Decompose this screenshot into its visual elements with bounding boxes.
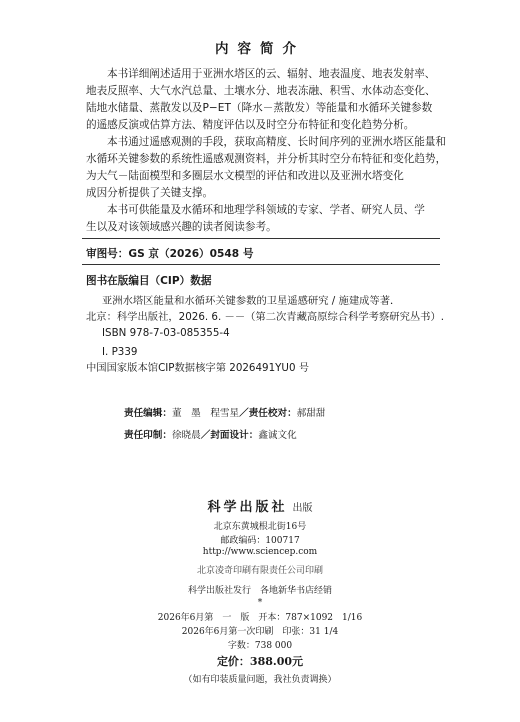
summary-paragraph-2 xyxy=(86,134,447,202)
divider-cip xyxy=(82,264,440,265)
summary-p2-line: 水循环关键参数的系统性遥感观测资料，并分析其时空分布特征和变化趋势， xyxy=(86,153,447,166)
distribution-line: 科学出版社发行 各地新华书店经销 xyxy=(187,586,332,596)
editor-label: 责任编辑： xyxy=(124,408,172,419)
publisher-address: 北京东黄城根北街16号 xyxy=(213,522,307,532)
proofreader-value: 郝甜甜 xyxy=(296,408,326,419)
publisher-suffix: 出版 xyxy=(292,503,313,514)
wordcount-line: 字数：738 000 xyxy=(227,641,293,651)
printing-manager-label: 责任印制： xyxy=(124,430,172,441)
summary-p3-line: 本书可供能量及水循环和地理学科领域的专家、学者、研究人员、学 xyxy=(107,204,425,216)
summary-p2-line: 本书通过遥感观测的手段，获取高精度、长时间序列的亚洲水塔区能量和 xyxy=(107,136,446,148)
cip-line-2: 北京：科学出版社，2026. 6. －－（第二次青藏高原综合科学考察研究丛书）. xyxy=(86,311,445,323)
cip-heading: 图书在版编目（CIP）数据 xyxy=(86,275,212,287)
publisher-logo: 科学出版社 xyxy=(207,500,288,515)
quality-notice: （如有印装质量问题，我社负责调换） xyxy=(183,675,337,685)
cover-design-value: 鑫诚文化 xyxy=(258,430,297,441)
cip-isbn: ISBN 978-7-03-085355-4 xyxy=(102,327,230,339)
separator-star: * xyxy=(257,598,263,608)
credits-row-1 xyxy=(124,405,325,419)
summary-p1-line: 的遥感反演或估算方法、精度评估以及时空分布特征和变化趋势分析。 xyxy=(86,119,415,132)
summary-p2-line: 为大气－陆面模型和多圈层水文模型的评估和改进以及亚洲水塔变化 xyxy=(86,170,404,183)
review-number: 审图号：GS 京（2026）0548 号 xyxy=(86,248,254,260)
summary-p1-line: 本书详细阐述适用于亚洲水塔区的云、辐射、地表温度、地表发射率、 xyxy=(107,68,436,80)
publisher-website: http://www.sciencep.com xyxy=(202,547,318,557)
printing-manager-value: 徐晓晨 xyxy=(171,430,201,441)
cip-record: 中国国家版本馆CIP数据核字第 2026491YU0 号 xyxy=(86,362,310,374)
cover-design-label: ／封面设计： xyxy=(200,430,259,441)
publisher-postcode: 邮政编码：100717 xyxy=(220,536,300,546)
summary-paragraph-1 xyxy=(86,66,440,134)
cip-class: Ⅰ. P339 xyxy=(102,346,138,358)
edition-line: 2026年6月第 一 版 开本：787×1092 1/16 xyxy=(157,613,363,623)
summary-paragraph-3 xyxy=(86,202,440,236)
proofreader-label: ／责任校对： xyxy=(239,408,297,419)
printing-line: 2026年6月第一次印刷 印张：31 1/4 xyxy=(181,627,339,637)
cip-line-1: 亚洲水塔区能量和水循环关键参数的卫星遥感研究 / 施建成等著． xyxy=(102,295,401,307)
printer-line: 北京凌奇印刷有限责任公司印刷 xyxy=(196,566,323,576)
summary-p1-line: 陆地水储量、蒸散发以及P−ET（降水－蒸散发）等能量和水循环关键参数 xyxy=(86,102,433,115)
summary-p3-line: 生以及对该领域感兴趣的读者阅读参考。 xyxy=(86,221,277,234)
credits-row-2 xyxy=(124,427,297,441)
summary-p1-line: 地表反照率、大气水汽总量、土壤水分、地表冻融、积雪、水体动态变化、 xyxy=(86,85,436,98)
summary-p2-line: 成因分析提供了关键支撑。 xyxy=(86,187,214,200)
publisher-line xyxy=(0,496,520,515)
summary-title: 内容简介 xyxy=(215,41,305,57)
divider-top xyxy=(82,238,440,239)
editor-value: 董 墨 程雪星 xyxy=(171,408,240,419)
price-line: 定价：388.00元 xyxy=(216,655,304,668)
